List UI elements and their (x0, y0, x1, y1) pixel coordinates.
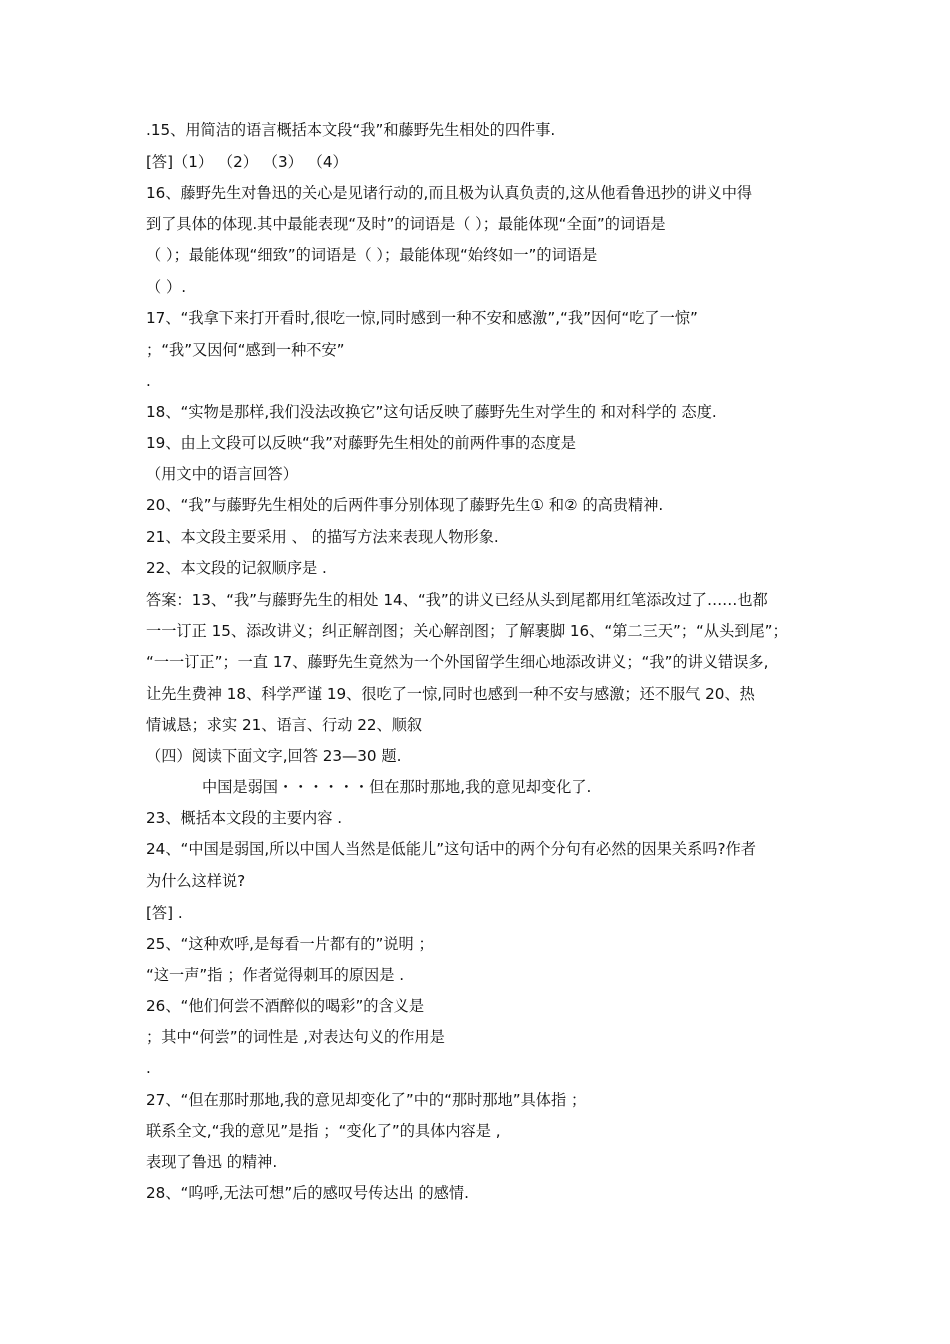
q15-prompt: .15、用简洁的语言概括本文段“我”和藤野先生相处的四件事. (146, 121, 556, 139)
q19-line-2: （用文中的语言回答） (146, 465, 298, 483)
q17-line-2: ；“我”又因何“感到一种不安” (146, 341, 345, 359)
q27-line-3: 表现了鲁迅 的精神. (146, 1153, 278, 1171)
q17-line-3: . (146, 372, 151, 390)
q25-line-2: “这一声”指 ；作者觉得刺耳的原因是 . (146, 966, 405, 984)
q16-line-2: 到了具体的体现.其中最能表现“及时”的词语是（ ）；最能体现“全面”的词语是 (146, 215, 666, 233)
q24-line-1: 24、“中国是弱国,所以中国人当然是低能儿”这句话中的两个分句有必然的因果关系吗?作者 (146, 840, 756, 858)
q19-line-1: 19、由上文段可以反映“我”对藤野先生相处的前两件事的态度是 (146, 434, 576, 452)
q26-line-2: ；其中“何尝”的词性是 ,对表达句义的作用是 (146, 1028, 445, 1046)
q26-line-1: 26、“他们何尝不酒醉似的喝彩”的含义是 (146, 997, 425, 1015)
q15-answer-blanks: [答]（1） （2） （3） （4） (146, 153, 348, 171)
q18-prompt: 18、“实物是那样,我们没法改换它”这句话反映了藤野先生对学生的 和对科学的 态度. (146, 403, 717, 421)
section-4-heading: （四）阅读下面文字,回答 23—30 题. (146, 747, 402, 765)
q25-line-1: 25、“这种欢呼,是每看一片都有的”说明 ； (146, 935, 434, 953)
q24-line-2: 为什么这样说? (146, 872, 246, 890)
answer-key-line-4: 让先生费神 18、科学严谨 19、很吃了一惊,同时也感到一种不安与感激；还不服气 20、热 (146, 685, 755, 703)
q16-line-3: （ ）；最能体现“细致”的词语是（ ）；最能体现“始终如一”的词语是 (146, 246, 598, 264)
q20-prompt: 20、“我”与藤野先生相处的后两件事分别体现了藤野先生① 和② 的高贵精神. (146, 496, 664, 514)
q21-prompt: 21、本文段主要采用 、 的描写方法来表现人物形象. (146, 528, 499, 546)
q22-prompt: 22、本文段的记叙顺序是 . (146, 559, 327, 577)
answer-key-line-5: 情诚恳；求实 21、语言、行动 22、顺叙 (146, 716, 423, 734)
q17-line-1: 17、“我拿下来打开看时,很吃一惊,同时感到一种不安和感激”,“我”因何“吃了一惊” (146, 309, 698, 327)
q27-line-2: 联系全文,“我的意见”是指 ；“变化了”的具体内容是 , (146, 1122, 501, 1140)
answer-key-line-2: 一一订正 15、添改讲义；纠正解剖图；关心解剖图；了解裹脚 16、“第二三天”；“从头到尾”； (146, 622, 788, 640)
q16-line-1: 16、藤野先生对鲁迅的关心是见诸行动的,而且极为认真负责的,这从他看鲁迅抄的讲义中得 (146, 184, 753, 202)
q28-prompt: 28、“呜呼,无法可想”后的感叹号传达出 的感情. (146, 1184, 469, 1202)
q26-line-3: . (146, 1059, 151, 1077)
q23-prompt: 23、概括本文段的主要内容 . (146, 809, 343, 827)
excerpt-quote: 中国是弱国・・・・・・但在那时那地,我的意见却变化了. (202, 778, 592, 796)
q24-answer: [答] . (146, 904, 183, 922)
answer-key-line-3: “一一订正”；一直 17、藤野先生竟然为一个外国留学生细心地添改讲义；“我”的讲义错误多, (146, 653, 769, 671)
answer-key-line-1: 答案：13、“我”与藤野先生的相处 14、“我”的讲义已经从头到尾都用红笔添改过了……也都 (146, 591, 768, 609)
q27-line-1: 27、“但在那时那地,我的意见却变化了”中的“那时那地”具体指 ； (146, 1091, 587, 1109)
q16-line-4: （ ）. (146, 278, 187, 296)
